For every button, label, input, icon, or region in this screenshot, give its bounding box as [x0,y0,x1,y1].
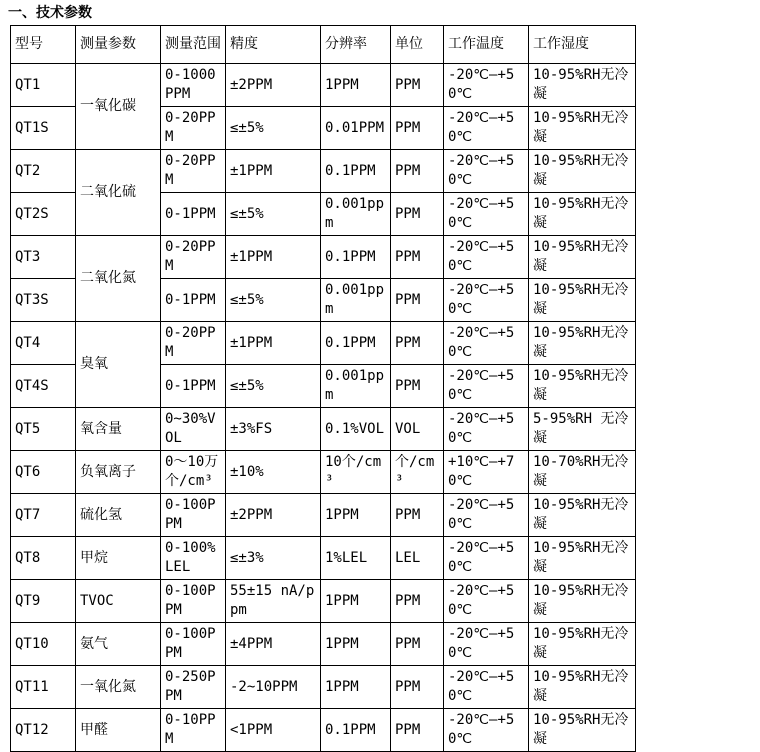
cell-temperature: -20℃—+50℃ [444,150,529,193]
cell-param: 甲烷 [76,537,161,580]
cell-model: QT10 [11,623,76,666]
cell-unit: PPM [391,580,444,623]
cell-temperature: +10℃—+70℃ [444,451,529,494]
cell-model: QT5 [11,408,76,451]
cell-model: QT2S [11,193,76,236]
table-row [11,709,636,752]
cell-humidity: 10-95%RH无冷凝 [529,64,636,107]
cell-temperature: -20℃—+50℃ [444,709,529,752]
table-row [11,537,636,580]
cell-range: 0-20PPM [161,236,226,279]
cell-param: 氨气 [76,623,161,666]
cell-humidity: 10-95%RH无冷凝 [529,236,636,279]
cell-temperature: -20℃—+50℃ [444,537,529,580]
cell-accuracy: -2~10PPM [226,666,321,709]
cell-unit: 个/cm³ [391,451,444,494]
cell-unit: PPM [391,709,444,752]
cell-accuracy: ±10% [226,451,321,494]
cell-range: 0-1PPM [161,279,226,322]
table-row [11,623,636,666]
table-row [11,322,636,365]
cell-model: QT11 [11,666,76,709]
cell-humidity: 10-95%RH无冷凝 [529,150,636,193]
cell-temperature: -20℃—+50℃ [444,408,529,451]
cell-resolution: 1PPM [321,580,391,623]
cell-temperature: -20℃—+50℃ [444,365,529,408]
cell-humidity: 10-95%RH无冷凝 [529,365,636,408]
cell-resolution: 1PPM [321,494,391,537]
cell-resolution: 0.1PPM [321,236,391,279]
cell-range: 0-1PPM [161,193,226,236]
cell-param: 氧含量 [76,408,161,451]
cell-model: QT7 [11,494,76,537]
header-temperature: 工作温度 [444,26,529,64]
cell-temperature: -20℃—+50℃ [444,580,529,623]
cell-humidity: 10-95%RH无冷凝 [529,322,636,365]
cell-humidity: 10-95%RH无冷凝 [529,623,636,666]
cell-model: QT4S [11,365,76,408]
cell-temperature: -20℃—+50℃ [444,193,529,236]
cell-accuracy: ±2PPM [226,64,321,107]
cell-temperature: -20℃—+50℃ [444,64,529,107]
cell-humidity: 10-95%RH无冷凝 [529,537,636,580]
cell-range: 0-100PPM [161,623,226,666]
cell-humidity: 10-95%RH无冷凝 [529,580,636,623]
cell-unit: PPM [391,494,444,537]
cell-resolution: 10个/cm³ [321,451,391,494]
cell-unit: PPM [391,322,444,365]
cell-temperature: -20℃—+50℃ [444,107,529,150]
cell-param: 一氧化氮 [76,666,161,709]
cell-range: 0～10万 个/cm³ [161,451,226,494]
cell-range: 0-1PPM [161,365,226,408]
cell-accuracy: ≤±5% [226,107,321,150]
cell-range: 0-100%LEL [161,537,226,580]
cell-model: QT2 [11,150,76,193]
table-row [11,150,636,193]
cell-humidity: 10-95%RH无冷凝 [529,666,636,709]
table-row [11,451,636,494]
cell-resolution: 1PPM [321,64,391,107]
cell-range: 0~30%VOL [161,408,226,451]
cell-accuracy: ±4PPM [226,623,321,666]
cell-unit: PPM [391,365,444,408]
cell-param: 臭氧 [76,322,161,408]
cell-resolution: 1%LEL [321,537,391,580]
cell-param: 硫化氢 [76,494,161,537]
table-row [11,64,636,107]
cell-param: 二氧化硫 [76,150,161,236]
cell-model: QT12 [11,709,76,752]
cell-unit: PPM [391,236,444,279]
cell-accuracy: ±3%FS [226,408,321,451]
cell-accuracy: 55±15 nA/ppm [226,580,321,623]
cell-range: 0-20PPM [161,150,226,193]
cell-humidity: 10-95%RH无冷凝 [529,193,636,236]
cell-model: QT4 [11,322,76,365]
cell-humidity: 10-95%RH无冷凝 [529,107,636,150]
cell-resolution: 0.001ppm [321,365,391,408]
table-row [11,408,636,451]
cell-humidity: 10-70%RH无冷凝 [529,451,636,494]
cell-unit: PPM [391,193,444,236]
table-row [11,236,636,279]
cell-accuracy: <1PPM [226,709,321,752]
cell-resolution: 0.001ppm [321,279,391,322]
table-row [11,494,636,537]
cell-range: 0-100PPM [161,580,226,623]
cell-resolution: 0.01PPM [321,107,391,150]
table-row [11,666,636,709]
header-row [11,26,636,64]
cell-temperature: -20℃—+50℃ [444,279,529,322]
cell-humidity: 10-95%RH无冷凝 [529,709,636,752]
table-row [11,580,636,623]
cell-unit: PPM [391,623,444,666]
spec-table [10,25,636,752]
cell-accuracy: ≤±5% [226,279,321,322]
cell-humidity: 5-95%RH 无冷凝 [529,408,636,451]
header-model: 型号 [11,26,76,64]
cell-param: 甲醛 [76,709,161,752]
cell-accuracy: ±1PPM [226,150,321,193]
cell-model: QT1S [11,107,76,150]
cell-humidity: 10-95%RH无冷凝 [529,279,636,322]
cell-model: QT1 [11,64,76,107]
cell-temperature: -20℃—+50℃ [444,623,529,666]
cell-param: 负氧离子 [76,451,161,494]
cell-temperature: -20℃—+50℃ [444,236,529,279]
cell-temperature: -20℃—+50℃ [444,322,529,365]
cell-accuracy: ≤±3% [226,537,321,580]
cell-model: QT6 [11,451,76,494]
cell-temperature: -20℃—+50℃ [444,494,529,537]
cell-humidity: 10-95%RH无冷凝 [529,494,636,537]
cell-param: 一氧化碳 [76,64,161,150]
cell-range: 0-100PPM [161,494,226,537]
cell-param: TVOC [76,580,161,623]
cell-accuracy: ≤±5% [226,193,321,236]
cell-range: 0-20PPM [161,107,226,150]
cell-resolution: 0.001ppm [321,193,391,236]
cell-temperature: -20℃—+50℃ [444,666,529,709]
header-resolution: 分辨率 [321,26,391,64]
cell-unit: PPM [391,279,444,322]
cell-resolution: 0.1PPM [321,150,391,193]
cell-unit: PPM [391,666,444,709]
cell-range: 0-10PPM [161,709,226,752]
cell-accuracy: ±2PPM [226,494,321,537]
cell-resolution: 0.1PPM [321,709,391,752]
cell-unit: LEL [391,537,444,580]
cell-resolution: 0.1PPM [321,322,391,365]
header-accuracy: 精度 [226,26,321,64]
page-title: 一、技术参数 [8,5,92,21]
cell-range: 0-1000 PPM [161,64,226,107]
cell-model: QT3S [11,279,76,322]
cell-unit: PPM [391,107,444,150]
cell-unit: PPM [391,150,444,193]
header-unit: 单位 [391,26,444,64]
cell-accuracy: ±1PPM [226,322,321,365]
cell-unit: PPM [391,64,444,107]
cell-resolution: 0.1%VOL [321,408,391,451]
header-parameter: 测量参数 [76,26,161,64]
cell-accuracy: ±1PPM [226,236,321,279]
cell-unit: VOL [391,408,444,451]
cell-param: 二氧化氮 [76,236,161,322]
cell-model: QT3 [11,236,76,279]
cell-accuracy: ≤±5% [226,365,321,408]
cell-range: 0-20PPM [161,322,226,365]
header-humidity: 工作湿度 [529,26,636,64]
cell-model: QT8 [11,537,76,580]
header-range: 测量范围 [161,26,226,64]
cell-resolution: 1PPM [321,666,391,709]
cell-range: 0-250PPM [161,666,226,709]
cell-model: QT9 [11,580,76,623]
cell-resolution: 1PPM [321,623,391,666]
